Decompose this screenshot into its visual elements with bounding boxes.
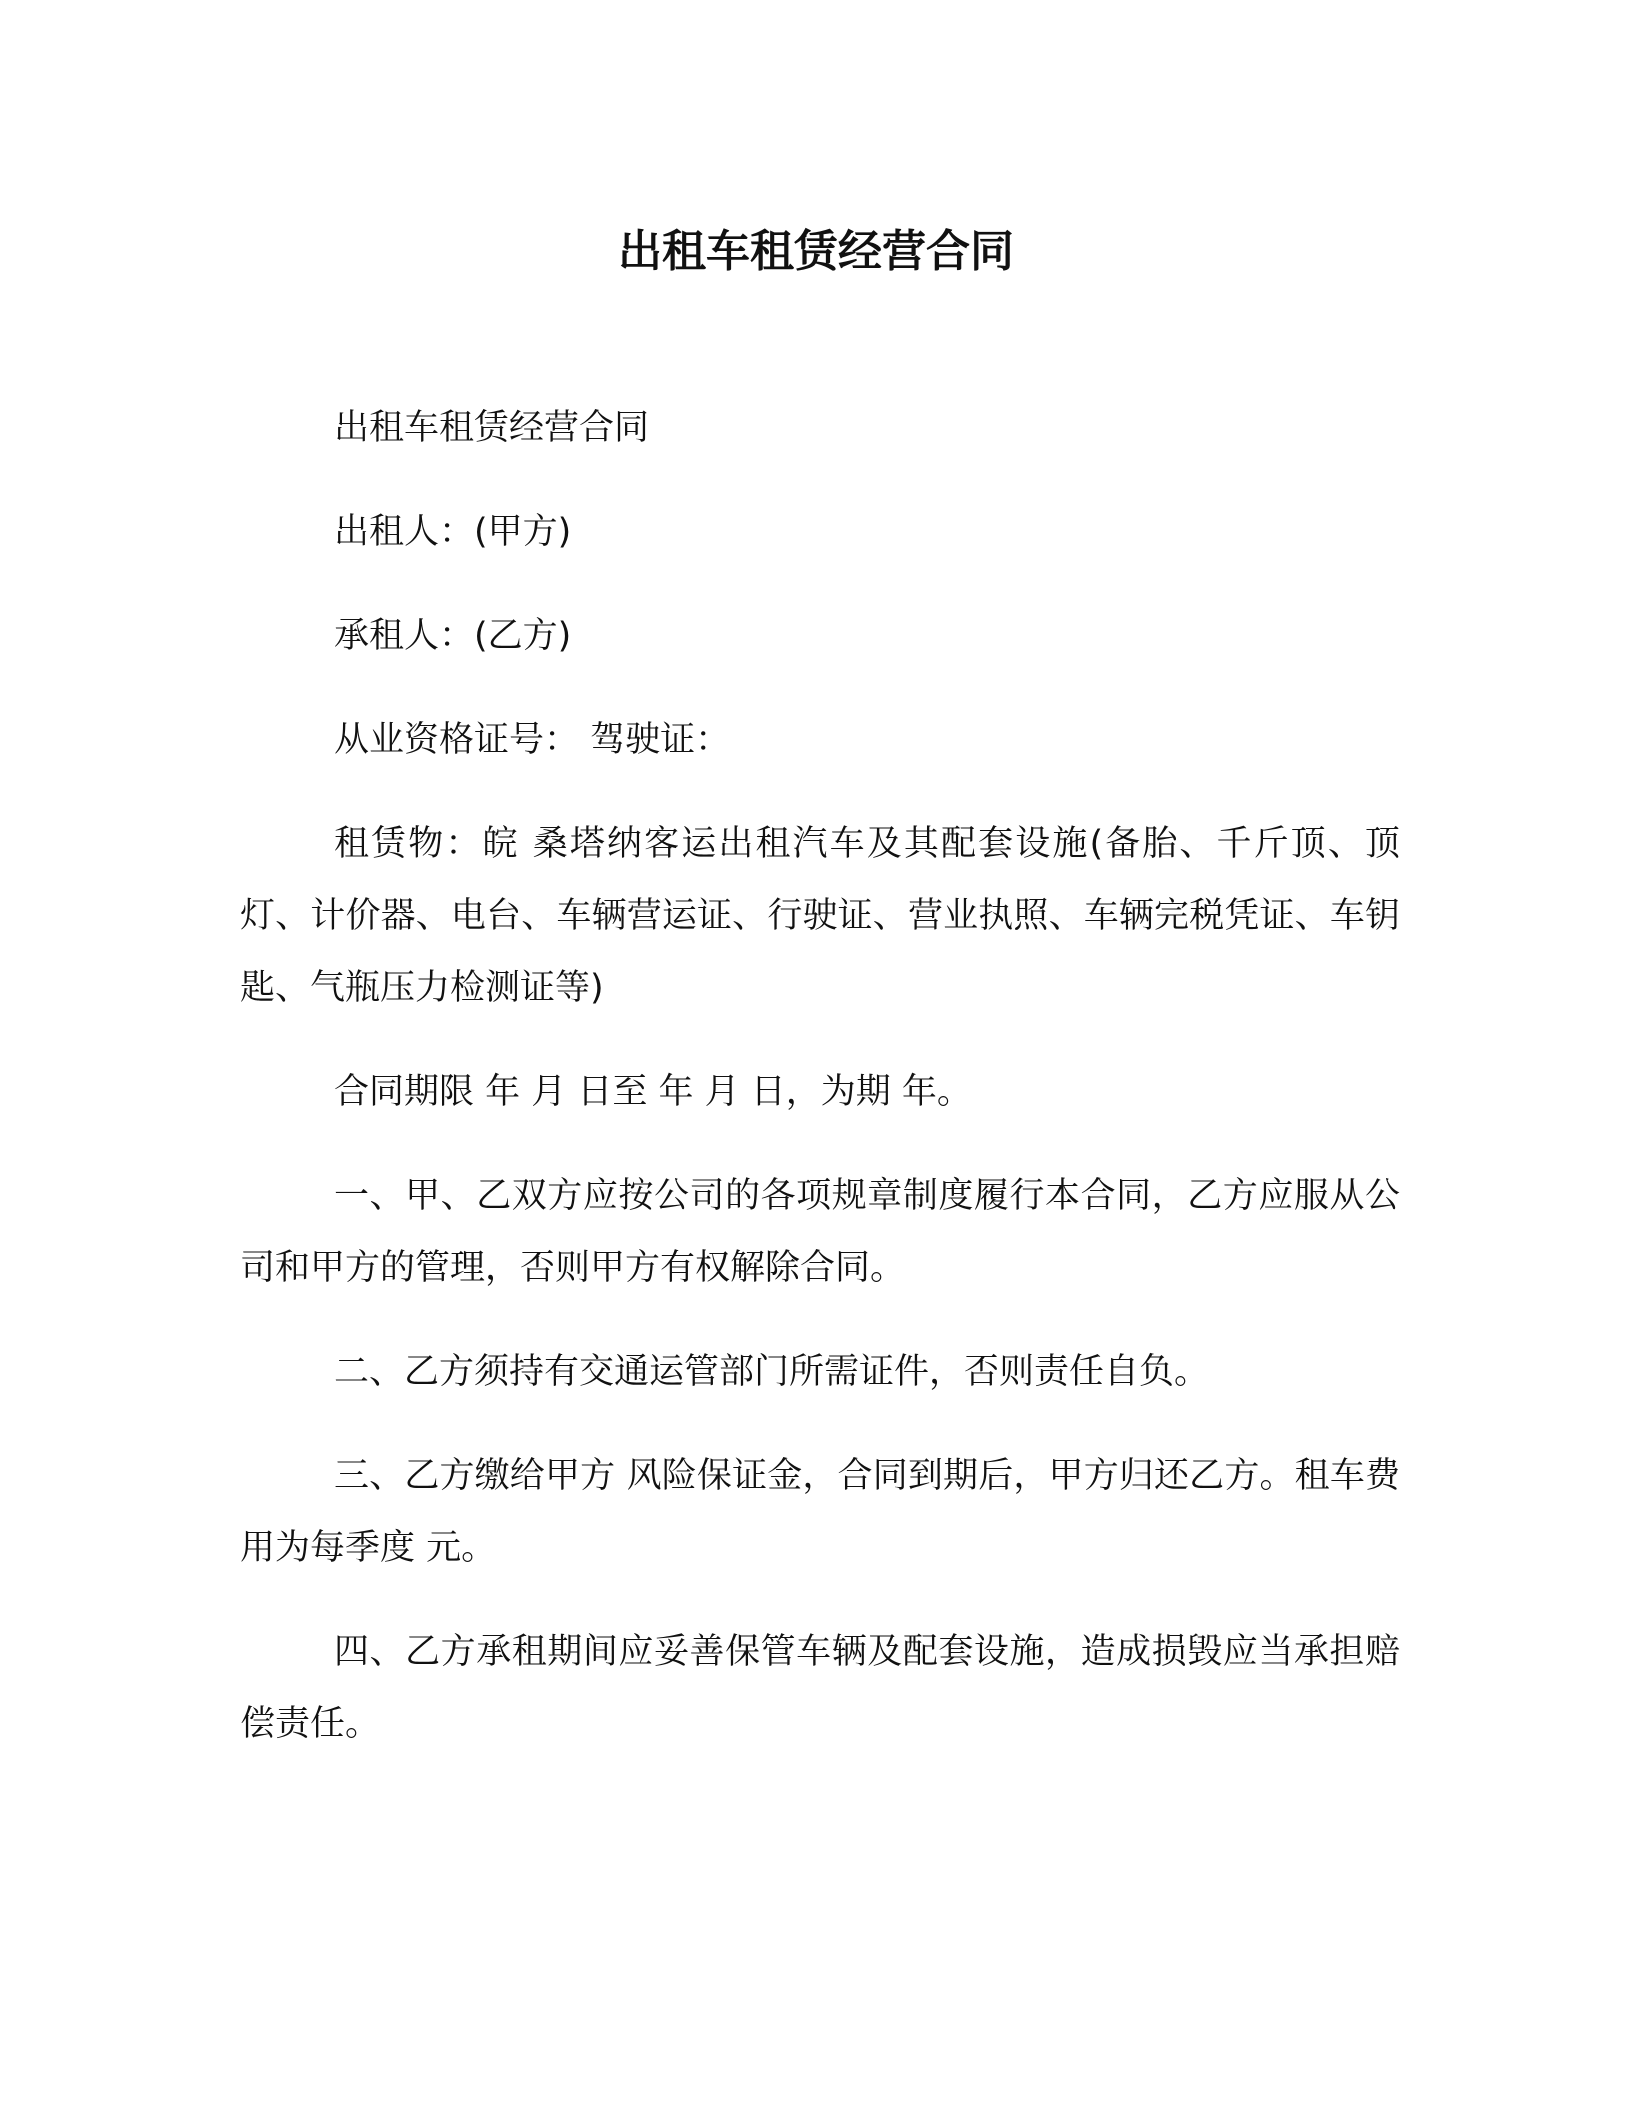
- document-title: 出租车租赁经营合同: [618, 226, 1014, 277]
- paragraph-clause-1: 一、甲、乙双方应按公司的各项规章制度履行本合同，乙方应服从公司和甲方的管理，否则甲方有权解除合同。: [240, 1176, 1400, 1288]
- paragraph-contract-term: 合同期限 年 月 日至 年 月 日，为期 年。: [334, 1072, 972, 1112]
- document-body: [240, 392, 1400, 1792]
- paragraph-leased-property: 租赁物：皖 桑塔纳客运出租汽车及其配套设施(备胎、千斤顶、顶灯、计价器、电台、车辆营运证、行驶证、营业执照、车辆完税凭证、车钥匙、气瓶压力检测证等): [240, 824, 1400, 1008]
- paragraph-license-numbers: 从业资格证号： 驾驶证：: [334, 720, 731, 760]
- paragraph-subtitle: 出租车租赁经营合同: [334, 408, 650, 448]
- paragraph-clause-2: 二、乙方须持有交通运管部门所需证件，否则责任自负。: [334, 1352, 1210, 1392]
- paragraph-lessee: 承租人：(乙方): [334, 616, 572, 656]
- paragraph-lessor: 出租人：(甲方): [334, 512, 572, 552]
- paragraph-clause-4: 四、乙方承租期间应妥善保管车辆及配套设施，造成损毁应当承担赔偿责任。: [240, 1632, 1400, 1744]
- paragraph-clause-3: 三、乙方缴给甲方 风险保证金，合同到期后，甲方归还乙方。租车费用为每季度 元。: [240, 1456, 1400, 1568]
